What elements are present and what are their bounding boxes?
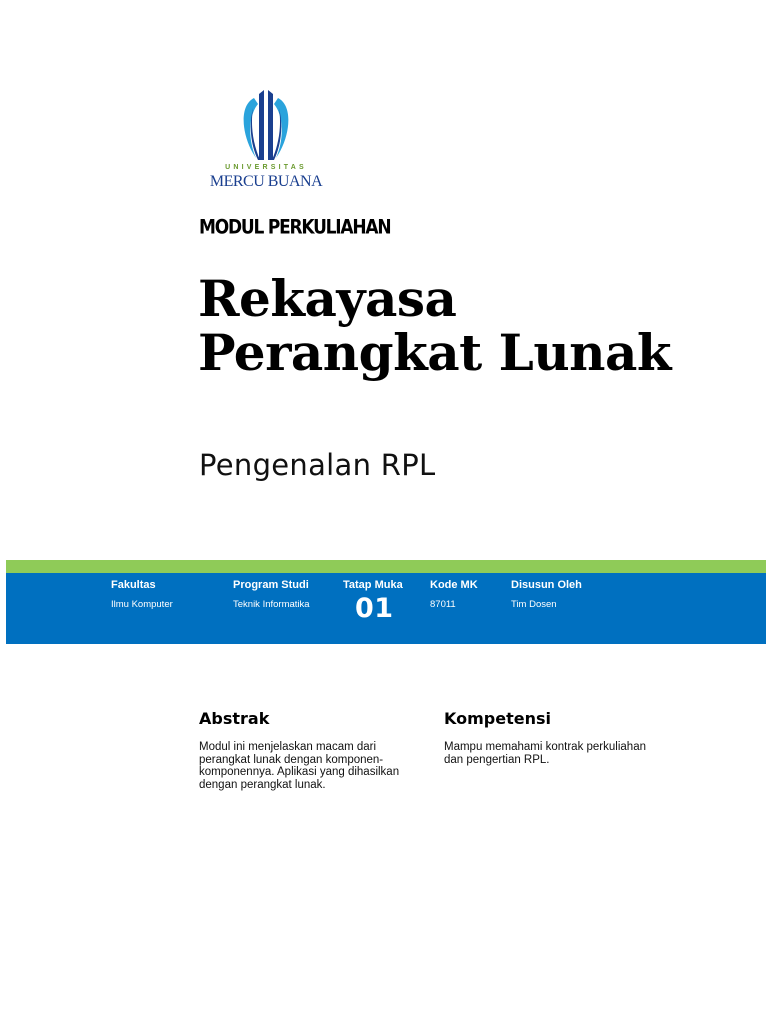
kompetensi-text	[444, 741, 674, 766]
kode-mk-label: Kode MK	[430, 579, 478, 591]
mercu-buana-emblem-icon	[198, 88, 334, 164]
title-line-1: Rekayasa	[198, 269, 457, 328]
kode-mk-column	[430, 579, 478, 610]
logo-univ-text: UNIVERSITAS	[225, 164, 307, 171]
program-studi-value: Teknik Informatika	[233, 599, 310, 610]
program-studi-column	[233, 579, 310, 610]
fakultas-value: Ilmu Komputer	[111, 599, 173, 610]
fakultas-column	[111, 579, 173, 610]
program-studi-label: Program Studi	[233, 579, 309, 591]
kompetensi-heading: Kompetensi	[444, 709, 551, 728]
abstrak-heading: Abstrak	[199, 709, 270, 728]
kode-mk-value: 87011	[430, 599, 456, 610]
kompetensi-line: Mampu memahami kontrak perkuliahan	[444, 741, 646, 753]
abstrak-text	[199, 741, 429, 791]
abstrak-line: dengan perangkat lunak.	[199, 778, 326, 791]
modul-label: MODUL PERKULIAHAN	[199, 216, 391, 239]
kompetensi-line: dan pengertian RPL.	[444, 753, 550, 766]
logo-name-text: MERCU BUANA	[209, 173, 323, 190]
abstrak-line: perangkat lunak dengan komponen-	[199, 753, 384, 766]
disusun-oleh-column	[511, 579, 582, 610]
tatap-muka-column	[343, 579, 403, 624]
document-title	[198, 269, 758, 382]
abstrak-line: komponennya. Aplikasi yang dihasilkan	[199, 766, 400, 779]
disusun-oleh-value: Tim Dosen	[511, 599, 557, 610]
disusun-oleh-label: Disusun Oleh	[511, 579, 582, 591]
abstrak-line: Modul ini menjelaskan macam dari	[199, 741, 377, 753]
university-logo	[198, 88, 334, 194]
document-subtitle: Pengenalan RPL	[199, 448, 436, 482]
tatap-muka-label: Tatap Muka	[343, 579, 403, 591]
tatap-muka-value: 01	[355, 593, 394, 624]
fakultas-label: Fakultas	[111, 579, 156, 591]
title-line-2: Perangkat Lunak	[198, 323, 672, 382]
green-stripe	[6, 560, 766, 573]
